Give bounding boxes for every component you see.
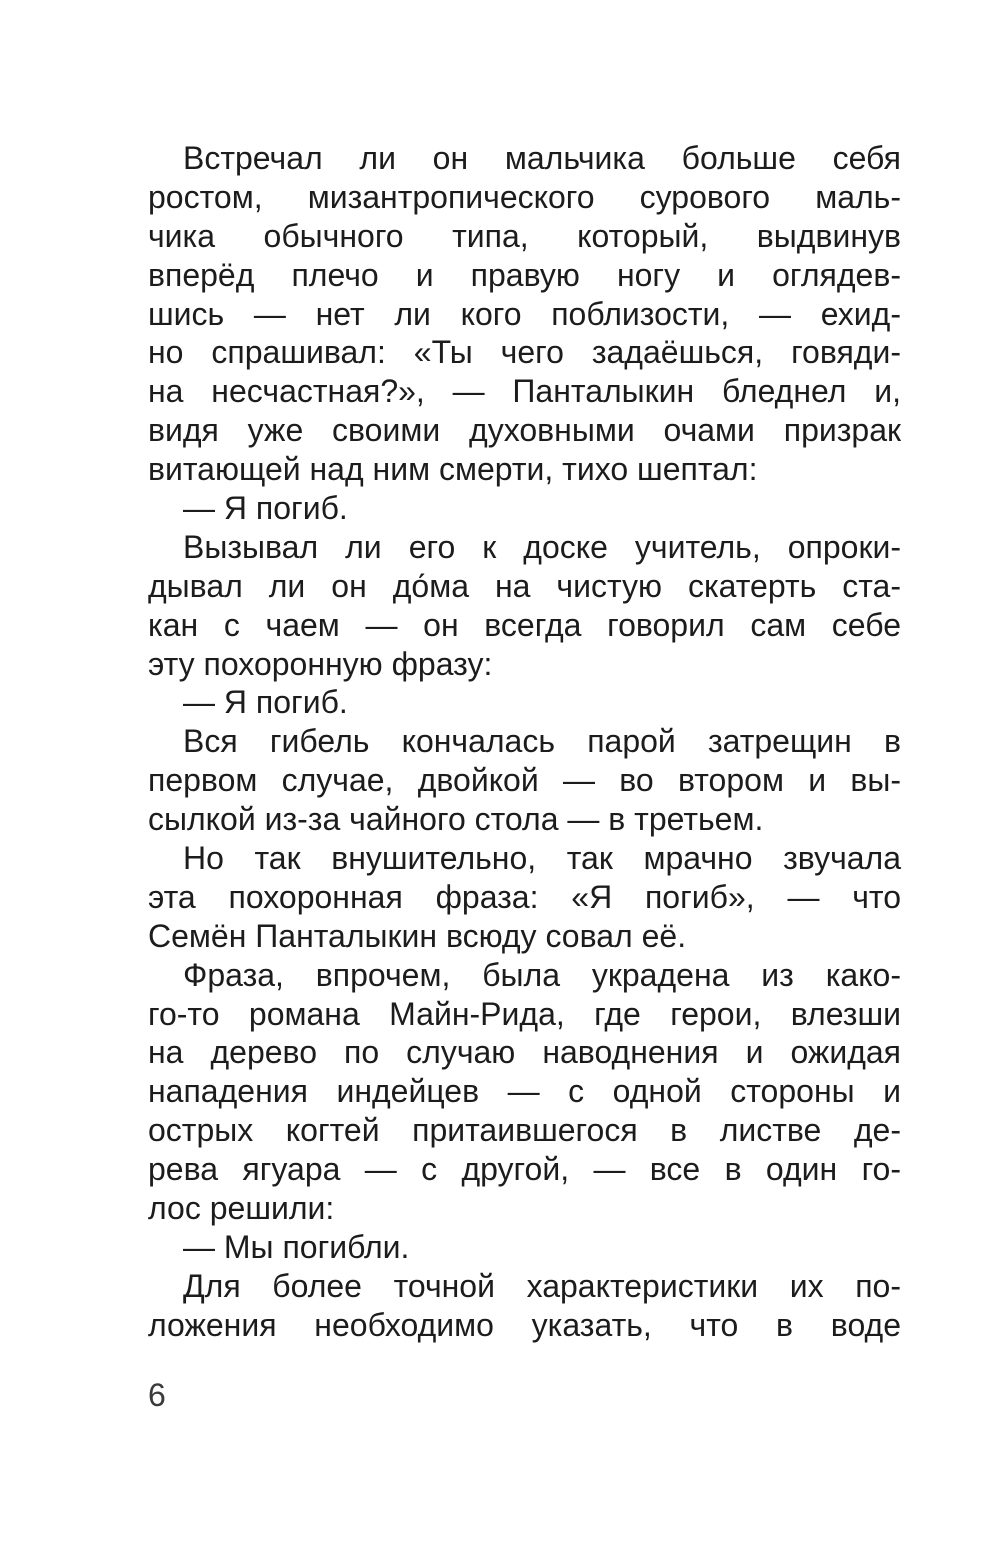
text-line: кан с чаем — он всегда говорил сам себе bbox=[148, 606, 901, 643]
text-line: но спрашивал: «Ты чего задаёшься, говяди- bbox=[148, 334, 901, 371]
page-number: 6 bbox=[148, 1377, 166, 1413]
text-line: чика обычного типа, который, выдвинув bbox=[148, 217, 901, 254]
text-line: нападения индейцев — с одной стороны и bbox=[148, 1073, 901, 1110]
text-line: ложения необходимо указать, что в воде bbox=[148, 1306, 901, 1343]
text-line: Вызывал ли его к доске учитель, опроки- bbox=[183, 528, 901, 565]
text-line: рева ягуара — с другой, — все в один го- bbox=[148, 1151, 901, 1188]
text-line: на несчастная?», — Панталыкин бледнел и, bbox=[148, 373, 901, 410]
text-line: сылкой из-за чайного стола — в третьем. bbox=[148, 801, 764, 838]
text-line: Вся гибель кончалась парой затрещин в bbox=[183, 723, 901, 760]
text-line: на дерево по случаю наводнения и ожидая bbox=[148, 1034, 901, 1071]
text-line: эта похоронная фраза: «Я погиб», — что bbox=[148, 878, 901, 915]
text-line: первом случае, двойкой — во втором и вы- bbox=[148, 762, 901, 799]
text-line: видя уже своими духовными очами призрак bbox=[148, 412, 901, 449]
page-text bbox=[148, 139, 901, 1345]
text-line: — Мы погибли. bbox=[183, 1228, 410, 1265]
text-line: — Я погиб. bbox=[183, 684, 348, 721]
text-line: шись — нет ли кого поблизости, — ехид- bbox=[148, 295, 901, 332]
text-line: Встречал ли он мальчика больше себя bbox=[183, 140, 901, 176]
text-line: дывал ли он до́ма на чистую скатерть ста- bbox=[148, 567, 901, 604]
text-line: эту похоронную фразу: bbox=[148, 645, 493, 682]
text-line: го-то романа Майн-Рида, где герои, влезши bbox=[148, 995, 901, 1032]
text-line: Семён Панталыкин всюду совал её. bbox=[148, 917, 687, 954]
text-line: лос решили: bbox=[148, 1190, 335, 1227]
text-line: Фраза, впрочем, была украдена из како- bbox=[183, 956, 901, 993]
text-line: — Я погиб. bbox=[183, 490, 348, 527]
text-line: ростом, мизантропического сурового маль- bbox=[148, 178, 901, 215]
text-line: Но так внушительно, так мрачно звучала bbox=[183, 840, 901, 877]
text-line: витающей над ним смерти, тихо шептал: bbox=[148, 451, 758, 488]
text-line: острых когтей притаившегося в листве де- bbox=[148, 1112, 901, 1149]
text-line: Для более точной характеристики их по- bbox=[183, 1267, 901, 1304]
text-line: вперёд плечо и правую ногу и оглядев- bbox=[148, 256, 901, 293]
